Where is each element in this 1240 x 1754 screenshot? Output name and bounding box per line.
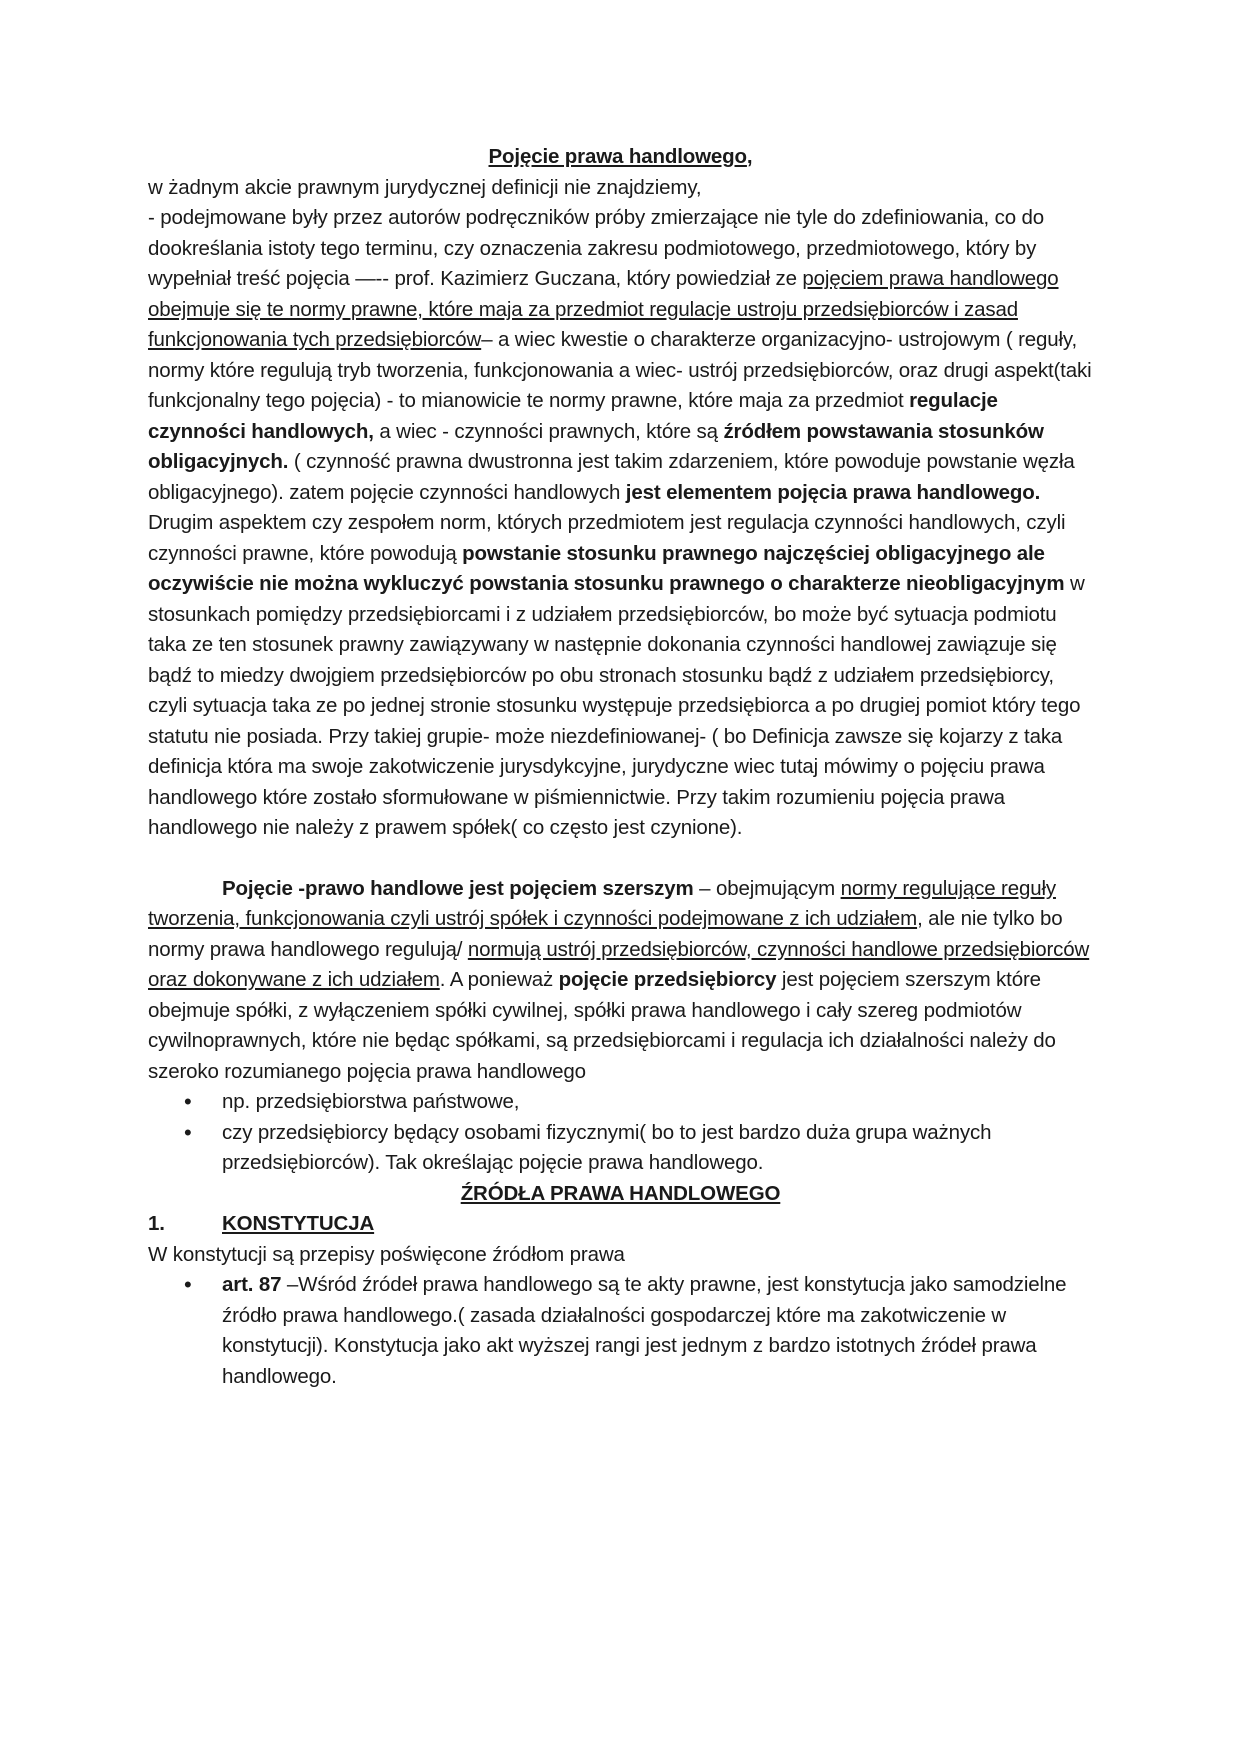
text-run: – obejmującym [693, 876, 841, 900]
paragraph-definition [148, 203, 1093, 844]
document-title-text: Pojęcie prawa handlowego [488, 145, 747, 168]
list-item: • np. przedsiębiorstwa państwowe, [148, 1087, 1093, 1118]
bold-text: art. 87 [222, 1273, 282, 1296]
text-run: jest pojęciem szerszym które obejmuje spółki, z wyłączeniem spółki cywilnej, spółki prawa handlowego i cały szereg podmiotów cywilnoprawnych, które nie będąc spółkami, są przedsiębiorcami i regulacja ich działalności należy do szeroko rozumianego pojęcia prawa handlowego [148, 968, 1056, 1083]
heading-number: 1. [148, 1212, 165, 1235]
bullet-list-examples [148, 1087, 1093, 1179]
bold-text: regulacje czynności handlowych, [148, 389, 998, 443]
underlined-text: normy regulujące reguły tworzenia, funkcjonowania czyli ustrój spółek i czynności podejmowane z ich udziałem [148, 876, 1056, 930]
text-run: a wiec - czynności prawnych, które są [373, 419, 724, 443]
text-run: –Wśród źródeł prawa handlowego są te akty prawne, jest konstytucja jako samodzielne źródło prawa handlowego.( zasada działalności gospodarczej które ma zakotwiczenie w konstytucji). Konstytucja jako akt wyższej rangi jest jednym z bardzo istotnych źródeł prawa handlowego. [222, 1273, 1067, 1388]
paragraph-constitution: W konstytucji są przepisy poświęcone źródłom prawa [148, 1242, 625, 1266]
bullet-list-constitution [148, 1270, 1093, 1392]
document-page [148, 142, 1093, 1392]
list-item [148, 1270, 1093, 1392]
text-run: – a wiec kwestie o charakterze organizacyjno- ustrojowym ( reguły, normy które regulują tryb tworzenia, funkcjonowania a wiec- ustrój przedsiębiorców, oraz drugi aspekt(taki funkcjonalny tego pojęcia) - to mianowicie te normy prawne, które maja za przedmiot [148, 328, 1092, 412]
text-run: ( czynność prawna dwustronna jest takim zdarzeniem, które powoduje powstanie węzła obligacyjnego). zatem pojęcie czynności handlowych [148, 450, 1075, 504]
text-run: - podejmowane były przez autorów podręczników próby zmierzające nie tyle do zdefiniowania, co do dookreślania istoty tego terminu, czy oznaczenia zakresu podmiotowego, przedmiotowego, który by wypełniał treść pojęcia —-- prof. Kazimierz Guczana, który powiedział ze [148, 206, 1045, 290]
bold-text: jest elementem pojęcia prawa handlowego. [625, 480, 1041, 504]
bold-text: powstanie stosunku prawnego najczęściej obligacyjnego ale oczywiście nie można wykluczyć powstania stosunku prawnego o charakterze nieobligacyjnym [148, 541, 1065, 595]
text-run: . A ponieważ [439, 968, 559, 991]
bold-text: źródłem powstawania stosunków obligacyjnych. [148, 419, 1044, 473]
bold-text: Pojęcie -prawo handlowe jest pojęciem szerszym [222, 876, 694, 900]
text-run: , ale nie tylko bo normy prawa handlowego regulują/ [148, 907, 1063, 961]
text-run: w stosunkach pomiędzy przedsiębiorcami i z udziałem przedsiębiorców, bo może być sytuacja podmiotu taka ze ten stosunek prawny zawiązywany w następnie dokonania czynności handlowej zawiązuje się bądź to miedzy dwojgiem przedsiębiorców po obu stronach stosunku bądź z udziałem przedsiębiorcy, czyli sytuacja taka ze po jednej stronie stosunku występuje przedsiębiorca a po drugiej pomiot który tego statutu nie posiada. Przy takiej grupie- może niezdefiniowanej- ( bo Definicja zawsze się kojarzy z taka definicja która ma swoje zakotwiczenie jurysdykcyjne, jurydyczne wiec tutaj mówimy o pojęciu prawa handlowego które zostało sformułowane w piśmiennictwie. Przy takim rozumieniu pojęcia prawa handlowego nie należy z prawem spółek( co często jest czynione). [148, 572, 1085, 839]
underlined-text: pojęciem prawa handlowego obejmuje się te normy prawne, które maja za przedmiot regulacje ustroju przedsiębiorców i zasad funkcjonowania tych przedsiębiorców [148, 267, 1059, 351]
document-title-suffix: , [746, 145, 753, 168]
text-run: Drugim aspektem czy zespołem norm, których przedmiotem jest regulacja czynności handlowych, czyli czynności prawne, które powodują [148, 511, 1066, 565]
paragraph-broad-concept [148, 874, 1093, 1088]
heading-text: KONSTYTUCJA [222, 1212, 375, 1235]
section-title: ŹRÓDŁA PRAWA HANDLOWEGO [460, 1181, 781, 1205]
numbered-heading [148, 1209, 1093, 1240]
bold-text: pojęcie przedsiębiorcy [558, 968, 777, 991]
list-item: • czy przedsiębiorcy będący osobami fizycznymi( bo to jest bardzo duża grupa ważnych przedsiębiorców). Tak określając pojęcie prawa handlowego. [148, 1118, 1093, 1179]
paragraph-gap [148, 844, 1093, 874]
underlined-text: normują ustrój przedsiębiorców, czynności handlowe przedsiębiorców oraz dokonywane z ich udziałem [148, 937, 1090, 991]
document-title [148, 142, 1093, 173]
paragraph-intro-line: w żadnym akcie prawnym jurydycznej definicji nie znajdziemy, [148, 175, 702, 199]
